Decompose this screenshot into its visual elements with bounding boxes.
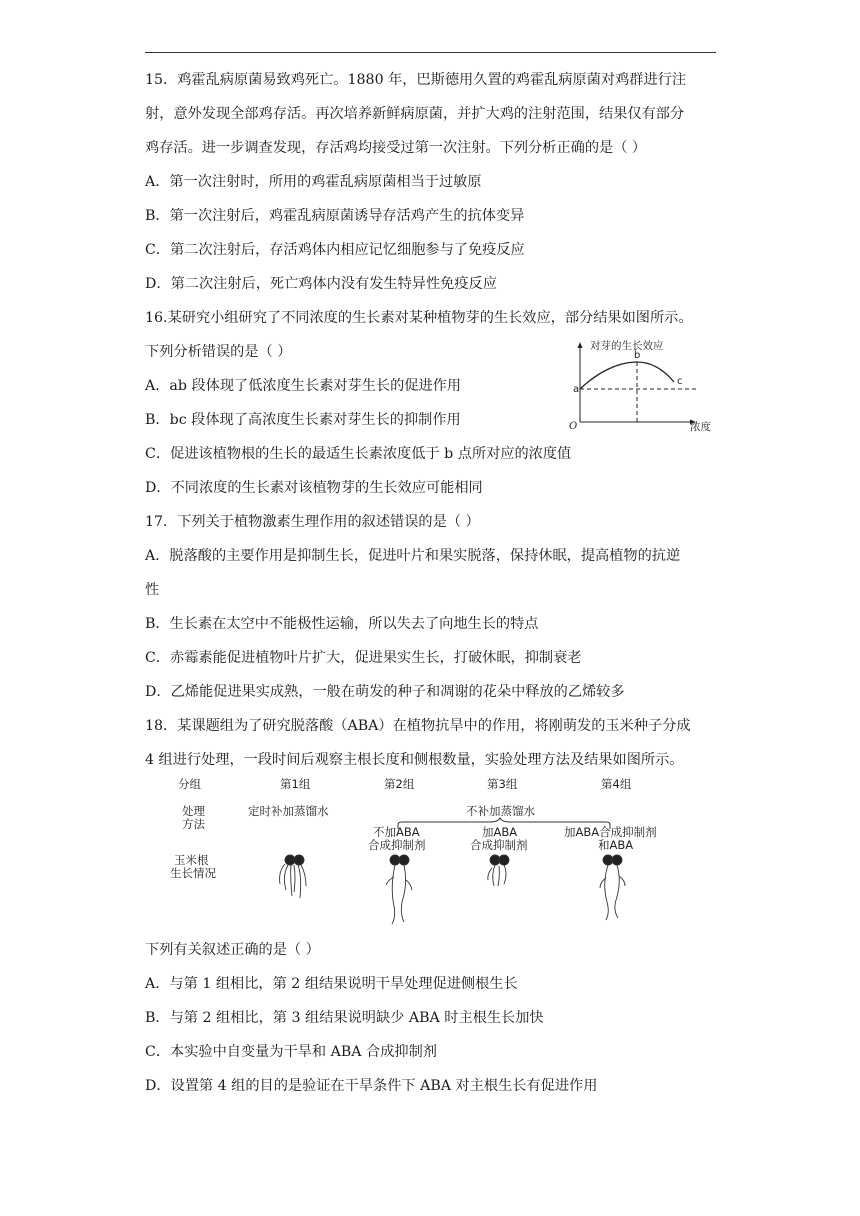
fig-treat-g1: 定时补加蒸馏水 [248, 804, 329, 818]
point-b-label: b [634, 350, 641, 361]
q15-stem-line2: 射，意外发现全部鸡存活。再次培养新鲜病原菌，并扩大鸡的注射范围，结果仅有部分 [145, 106, 685, 122]
fig-header-g3: 第3组 [487, 777, 518, 791]
fig-treat-no-water: 不补加蒸馏水 [466, 804, 535, 818]
fig-treat-label-1: 处理 [182, 804, 205, 818]
q17-option-c: C．赤霉素能促进植物叶片扩大，促进果实生长，打破休眠，抑制衰老 [145, 650, 582, 666]
q18-stem-line2: 4 组进行处理，一段时间后观察主根长度和侧根数量，实验处理方法及结果如图所示。 [145, 752, 684, 768]
fig-treat-g4-line2: 和ABA [598, 838, 634, 852]
origin-label: O [569, 421, 578, 432]
q18-experiment-figure [170, 772, 710, 932]
q17-option-a-line1: A．脱落酸的主要作用是抑制生长，促进叶片和果实脱落，保持休眠，提高植物的抗逆 [145, 548, 681, 564]
y-axis-label: 对芽的生长效应 [590, 340, 664, 352]
seedling-group1 [280, 855, 306, 898]
fig-root-label-2: 生长情况 [170, 866, 216, 880]
q17-option-d: D．乙烯能促进果实成熟，一般在萌发的种子和凋谢的花朵中释放的乙烯较多 [145, 684, 625, 700]
seedling-group4 [600, 855, 625, 920]
q18-stem-line1: 18．某课题组为了研究脱落酸（ABA）在植物抗旱中的作用，将刚萌发的玉米种子分成 [145, 718, 691, 734]
fig-header-g1: 第1组 [280, 777, 311, 791]
q18-option-d: D．设置第 4 组的目的是验证在干旱条件下 ABA 对主根生长有促进作用 [145, 1078, 598, 1094]
q15-stem-line3: 鸡存活。进一步调查发现，存活鸡均接受过第一次注射。下列分析正确的是（ ） [145, 140, 647, 156]
q16-option-a: A．ab 段体现了低浓度生长素对芽生长的促进作用 [145, 378, 462, 394]
x-axis-label: 浓度 [690, 421, 711, 433]
q17-option-b: B．生长素在太空中不能极性运输，所以失去了向地生长的特点 [145, 616, 539, 632]
q15-stem-line1: 15．鸡霍乱病原菌易致鸡死亡。1880 年，巴斯德用久置的鸡霍乱病原菌对鸡群进行注 [145, 72, 687, 88]
q18-option-b: B．与第 2 组相比，第 3 组结果说明缺少 ABA 时主根生长加快 [145, 1010, 544, 1026]
q16-option-d: D．不同浓度的生长素对该植物芽的生长效应可能相同 [145, 480, 483, 496]
fig-treat-g2-line2: 合成抑制剂 [368, 838, 426, 852]
point-c-label: c [677, 376, 683, 387]
q15-option-a: A．第一次注射时，所用的鸡霍乱病原菌相当于过敏原 [145, 174, 482, 190]
seedling-group2 [386, 855, 412, 924]
point-a-label: a [573, 384, 580, 395]
top-rule [145, 52, 716, 53]
q17-option-a-line2: 性 [145, 582, 160, 598]
y-axis-arrow [578, 342, 583, 348]
fig-treat-g3-line1: 加ABA [482, 825, 518, 839]
q18-option-c: C．本实验中自变量为干旱和 ABA 合成抑制剂 [145, 1044, 437, 1060]
q17-stem: 17．下列关于植物激素生理作用的叙述错误的是（ ） [145, 514, 480, 530]
fig-root-label-1: 玉米根 [174, 853, 209, 867]
q16-stem-line2: 下列分析错误的是（ ） [145, 344, 292, 360]
q16-growth-curve-figure [566, 336, 726, 436]
fig-treat-label-2: 方法 [182, 817, 205, 831]
fig-treat-g2-line1: 不加ABA [373, 825, 420, 839]
q18-stem-line3: 下列有关叙述正确的是（ ） [145, 942, 320, 958]
fig-header-group: 分组 [178, 777, 201, 791]
fig-treat-g4-line1: 加ABA合成抑制剂 [564, 825, 657, 839]
fig-header-g2: 第2组 [384, 777, 415, 791]
fig-header-g4: 第4组 [601, 777, 632, 791]
q15-option-b: B．第一次注射后，鸡霍乱病原菌诱导存活鸡产生的抗体变异 [145, 208, 525, 224]
q15-option-c: C．第二次注射后，存活鸡体内相应记忆细胞参与了免疫反应 [145, 242, 525, 258]
fig-treat-g3-line2: 合成抑制剂 [470, 838, 528, 852]
q15-option-d: D．第二次注射后，死亡鸡体内没有发生特异性免疫反应 [145, 276, 497, 292]
growth-curve [580, 362, 674, 389]
q16-option-b: B．bc 段体现了高浓度生长素对芽生长的抑制作用 [145, 412, 461, 428]
seedling-group3 [488, 855, 509, 886]
q16-stem-line1: 16.某研究小组研究了不同浓度的生长素对某种植物芽的生长效应，部分结果如图所示。 [145, 310, 693, 326]
fig-seedlings [170, 772, 710, 932]
q18-option-a: A．与第 1 组相比，第 2 组结果说明干旱处理促进侧根生长 [145, 976, 518, 992]
q16-option-c: C．促进该植物根的生长的最适生长素浓度低于 b 点所对应的浓度值 [145, 446, 572, 462]
